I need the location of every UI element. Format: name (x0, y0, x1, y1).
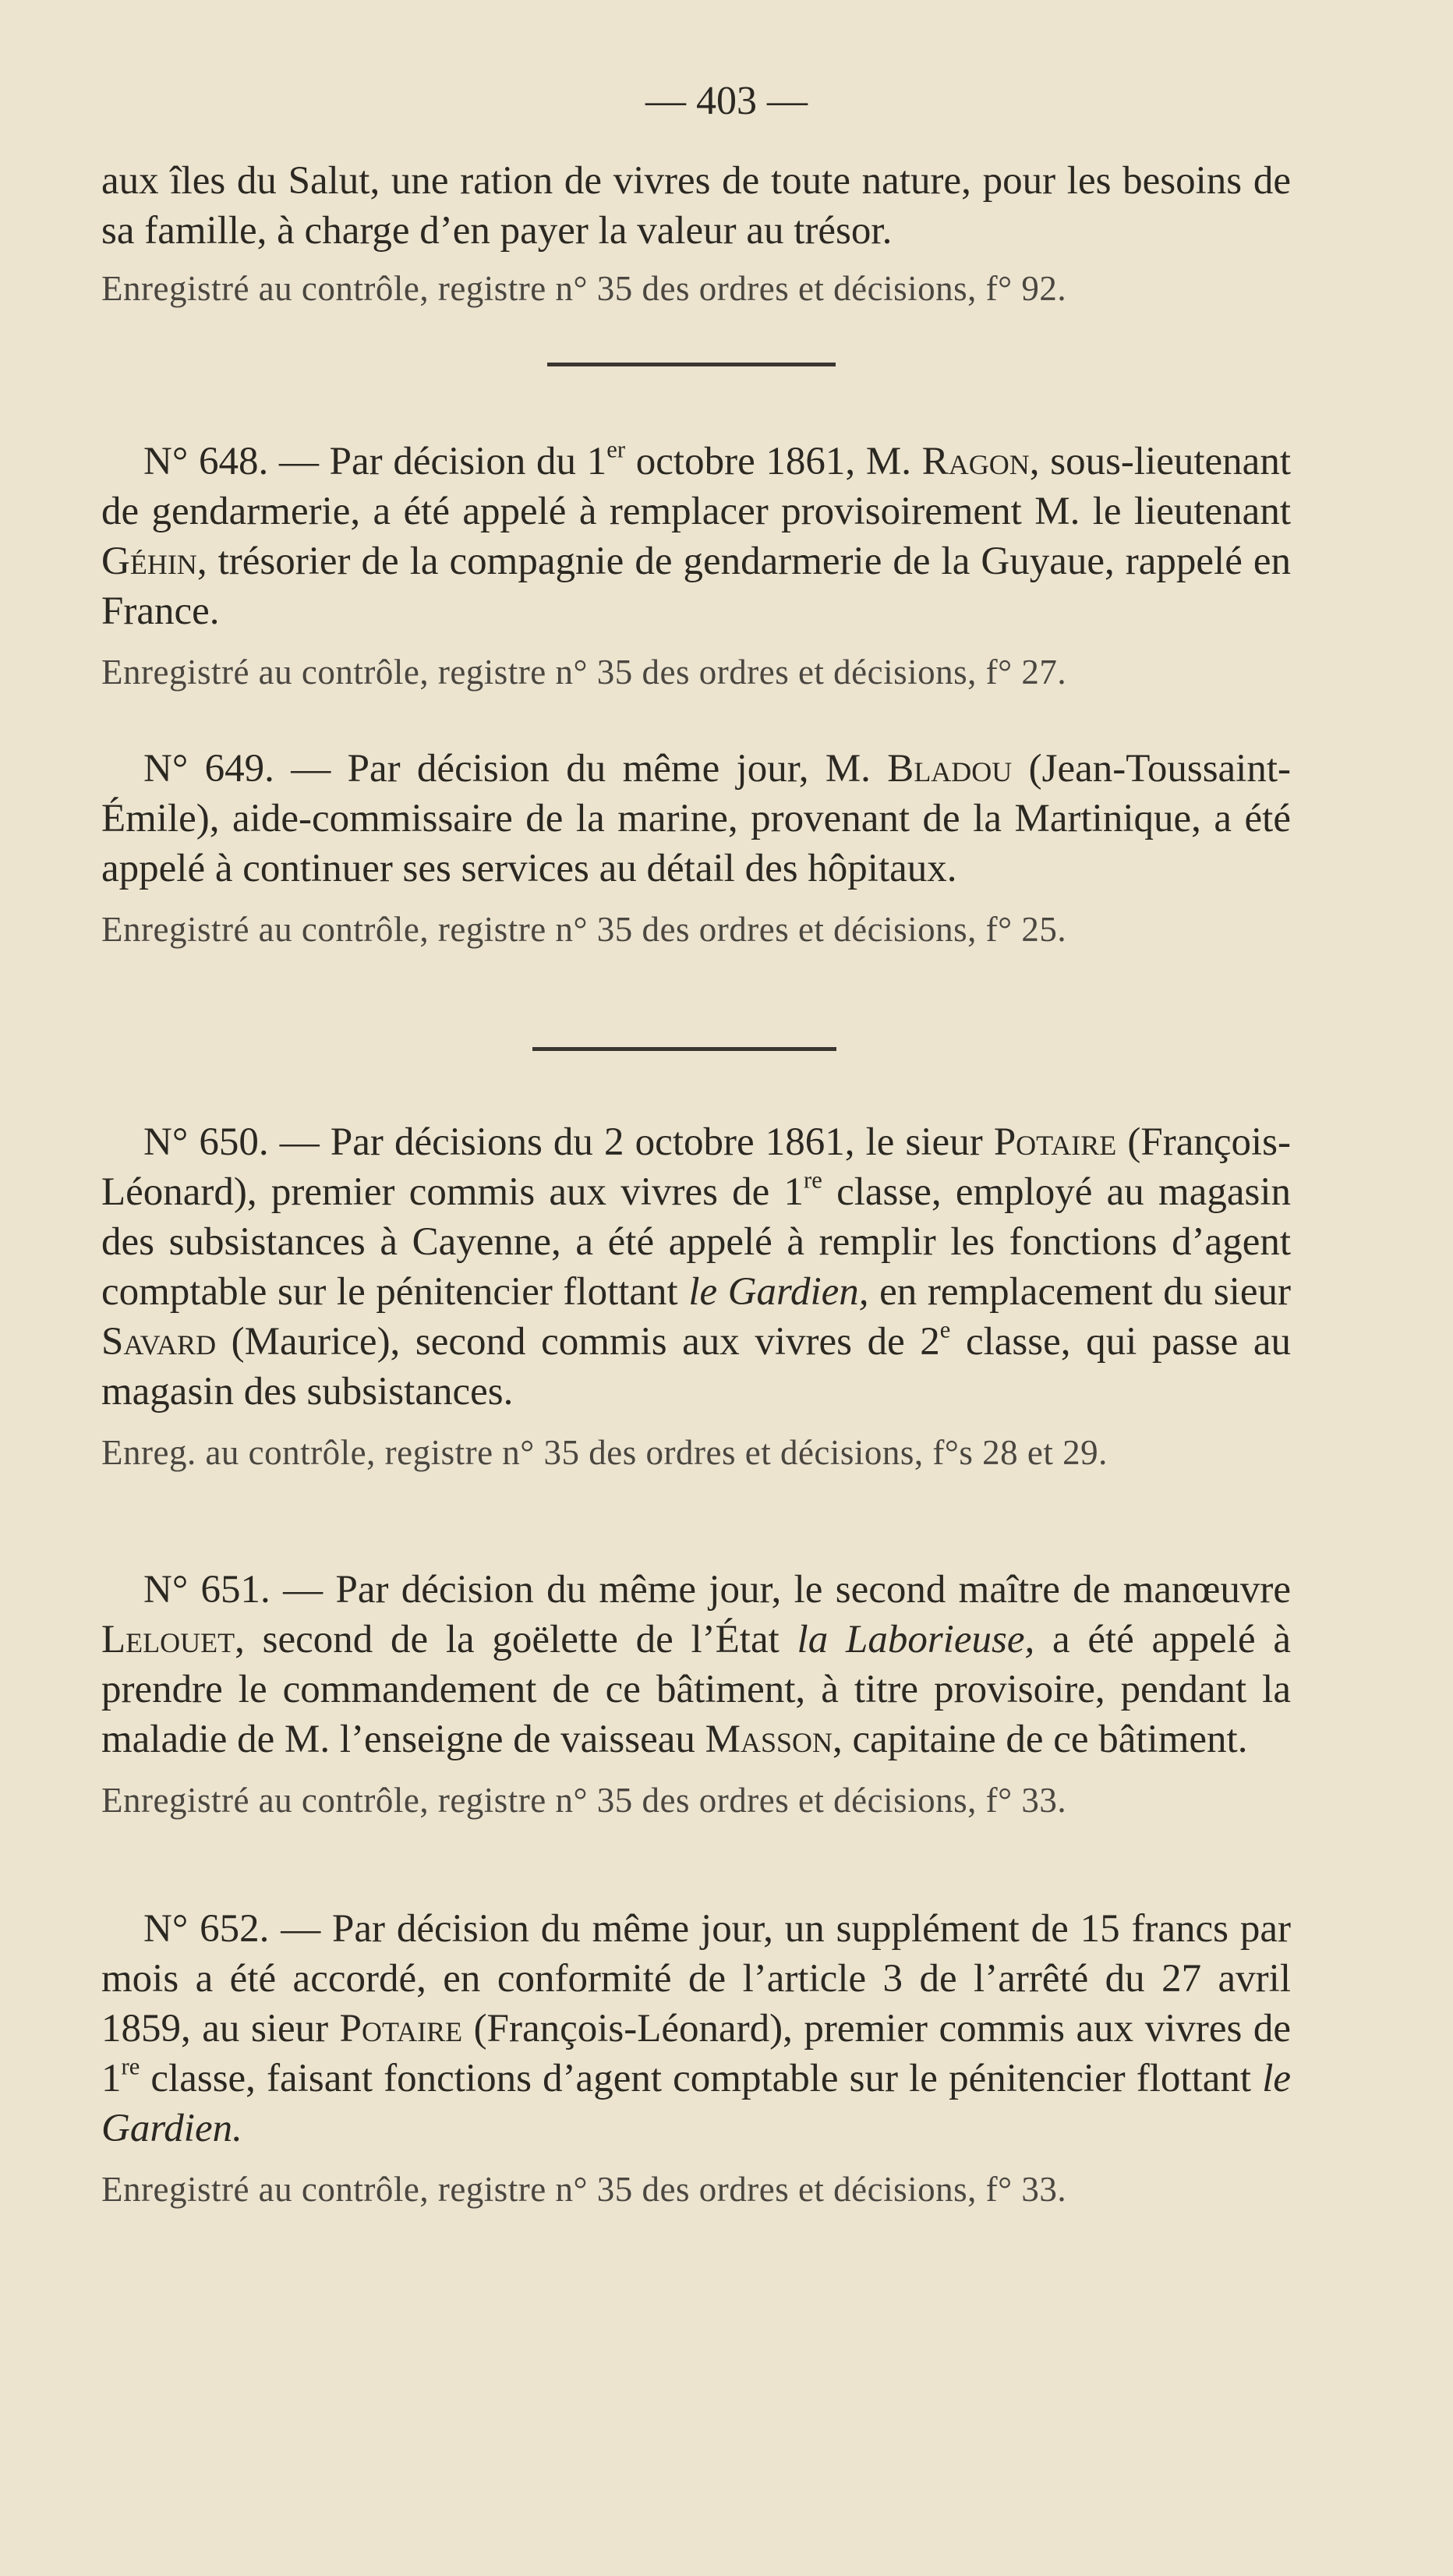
register-note: Enregistré au contrôle, registre n° 35 des ordres et décisions, f° 25. (101, 910, 1067, 949)
register-note: Enreg. au contrôle, registre n° 35 des ordres et décisions, f°s 28 et 29. (101, 1433, 1108, 1472)
entry-number: N° 650. (143, 1120, 269, 1164)
entry-text: N° 650. — Par décisions du 2 octobre 1861, le sieur Potaire (François-Léonard), premier commis aux vivres de 1re classe, employé au magasin des subsistances à Cayenne, a été appelé à remplir les fonctions d’agent comptable sur le pénitencier flottant le Gardien, en remplacement du sieur Savard (Maurice), second commis aux vivres de 2e classe, qui passe au magasin des subsistances. (101, 1120, 1292, 1414)
entry-text: N° 649. — Par décision du même jour, M. Bladou (Jean-Toussaint-Émile), aide-commissaire de la marine, provenant de la Martinique, a été appelé à continuer ses services au détail des hôpitaux. (101, 747, 1291, 890)
entry-648 (101, 437, 1291, 694)
entry-number: N° 651. (143, 1568, 270, 1612)
ship-name: la Laborieuse, (797, 1618, 1035, 1661)
continuation-block (101, 156, 1291, 310)
entry-text: N° 648. — Par décision du 1er octobre 1861, M. Ragon, sous-lieutenant de gendarmerie, a été appelé à remplacer provisoirement M. le lieutenant Géhin, trésorier de la compagnie de gendarmerie de la Guyaue, rappelé en France. (101, 436, 1291, 633)
person-name: Savard (101, 1320, 217, 1364)
entry-649 (101, 744, 1291, 951)
person-name: Potaire (339, 2007, 463, 2051)
entry-652 (101, 1904, 1291, 2211)
entry-text: N° 652. — Par décision du même jour, un supplément de 15 francs par mois a été accordé, en conformité de l’article 3 de l’arrêté du 27 avril 1859, au sieur Potaire (François-Léonard), premier commis aux vivres de 1re classe, faisant fonctions d’agent comptable sur le pénitencier flottant le Gardien. (101, 1907, 1292, 2150)
ship-name: le Gardien, (688, 1270, 869, 1314)
register-note: Enregistré au contrôle, registre n° 35 des ordres et décisions, f° 33. (101, 1781, 1067, 1820)
person-name: Ragon (921, 440, 1030, 483)
person-name: Géhin (101, 540, 197, 583)
page-number: — 403 — (645, 79, 808, 123)
person-name: Lelouet (101, 1618, 235, 1661)
separator-rule (532, 1047, 836, 1051)
register-note: Enregistré au contrôle, registre n° 35 des ordres et décisions, f° 92. (101, 269, 1067, 308)
entry-650 (101, 1117, 1291, 1474)
entry-651 (101, 1565, 1291, 1822)
register-note: Enregistré au contrôle, registre n° 35 des ordres et décisions, f° 27. (101, 653, 1067, 692)
separator-rule (547, 363, 836, 366)
entry-number: N° 649. (143, 747, 274, 791)
person-name: Potaire (993, 1120, 1117, 1164)
ship-name: le Gardien. (101, 2057, 1291, 2150)
entry-text: N° 651. — Par décision du même jour, le second maître de manœuvre Lelouet, second de la goëlette de l’État la Laborieuse, a été appelé à prendre le commandement de ce bâtiment, à titre provisoire, pendant la maladie de M. l’enseigne de vaisseau Masson, capitaine de ce bâtiment. (101, 1568, 1291, 1761)
entry-number: N° 652. (143, 1907, 270, 1951)
person-name: Bladou (887, 747, 1013, 791)
entry-number: N° 648. (143, 440, 269, 483)
register-note: Enregistré au contrôle, registre n° 35 des ordres et décisions, f° 33. (101, 2170, 1067, 2209)
person-name: Masson (705, 1718, 833, 1761)
continuation-text: aux îles du Salut, une ration de vivres de toute nature, pour les besoins de sa famille, à charge d’en payer la valeur au trésor. (101, 159, 1291, 253)
